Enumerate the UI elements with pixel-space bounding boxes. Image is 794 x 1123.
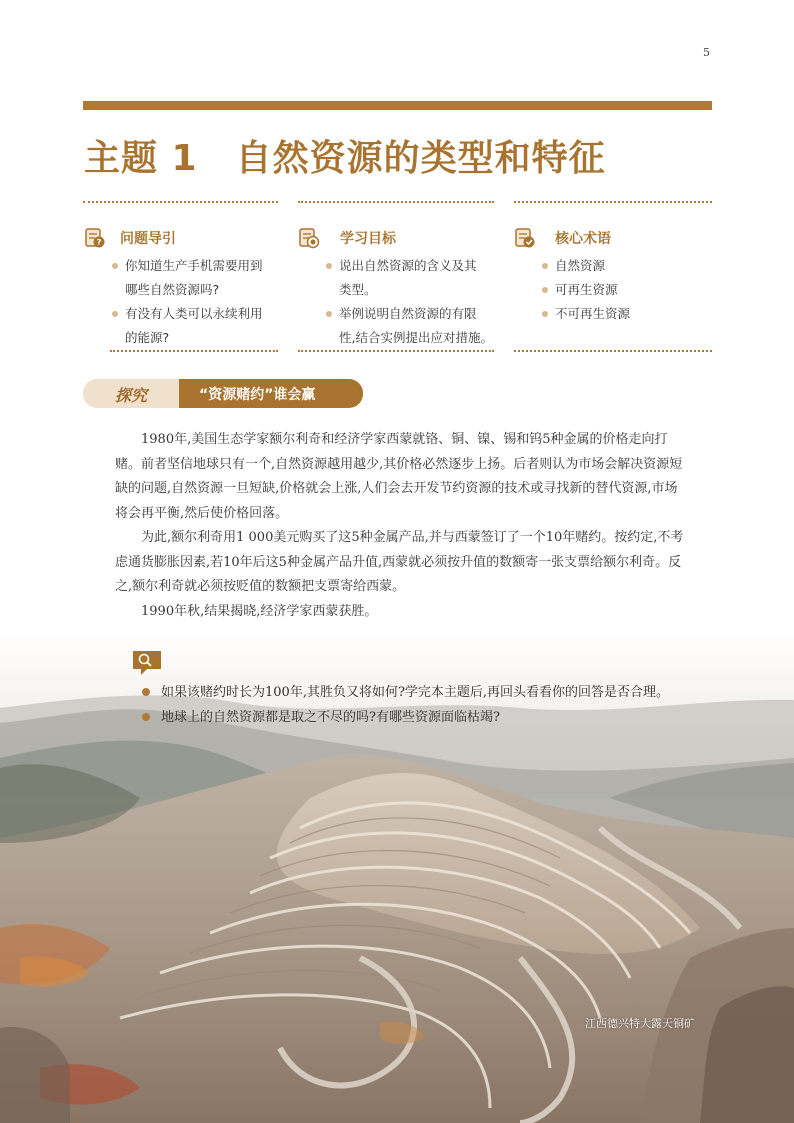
explore-title: “资源赌约”谁会赢 — [199, 387, 316, 403]
story-paragraph: 为此,额尔利奇用1 000美元购买了这5种金属产品,并与西蒙签订了一个10年赌约。按约定,不考虑通货膨胀因素,若10年后这5种金属产品升值,西蒙就必须按升值的数额寄一张支票给额尔利奇。反之,额尔利奇就必须按贬值的数额把支票寄给西蒙。 — [115, 530, 684, 594]
list-item: 你知道生产手机需要用到 哪些自然资源吗? — [110, 254, 280, 302]
column-learning-goal — [298, 224, 498, 350]
page-title — [84, 130, 606, 181]
svg-text:?: ? — [96, 238, 102, 247]
column-key-terms — [514, 224, 712, 326]
photo-caption: 江西德兴特大露天铜矿 — [585, 1017, 695, 1030]
question-item: 如果该赌约时长为100年,其胜负又将如何?学完本主题后,再回头看看你的回答是否合理。 — [115, 680, 695, 705]
page-number: 5 — [703, 46, 710, 59]
column-rule-bottom — [110, 350, 278, 352]
column-rule-top — [83, 201, 278, 203]
question-item: 地球上的自然资源都是取之不尽的吗?有哪些资源面临枯竭? — [115, 705, 695, 730]
story-text — [115, 428, 685, 624]
column-rule-bottom — [514, 350, 712, 352]
topic-number: 主题 1 — [84, 138, 198, 179]
column-question-guide — [84, 224, 280, 350]
list-item: 举例说明自然资源的有限 性,结合实例提出应对措施。 — [324, 302, 498, 350]
list-item: 自然资源 — [540, 254, 712, 278]
column-rule-top — [298, 201, 494, 203]
topic-title: 自然资源的类型和特征 — [235, 138, 606, 179]
story-paragraph: 1980年,美国生态学家额尔利奇和经济学家西蒙就铬、铜、镍、锡和钨5种金属的价格走向打赌。前者坚信地球只有一个,自然资源越用越少,其价格必然逐步上扬。后者则认为市场会解决资源短缺的问题,自然资源一旦短缺,价格就会上涨,人们会去开发节约资源的技术或寻找新的替代资源,市场将会再平衡,然后使价格回落。 — [115, 432, 683, 521]
explore-banner — [83, 379, 363, 408]
explore-tag: 探究 — [83, 379, 193, 408]
title-top-bar — [83, 101, 712, 110]
list-item: 说出自然资源的含义及其 类型。 — [324, 254, 498, 302]
list-item: 有没有人类可以永续利用 的能源? — [110, 302, 280, 350]
column-title: 核心术语 — [555, 231, 611, 247]
think-icon — [130, 648, 164, 678]
column-title: 问题导引 — [120, 231, 176, 247]
story-paragraph: 1990年秋,结果揭晓,经济学家西蒙获胜。 — [141, 603, 378, 619]
column-title: 学习目标 — [340, 231, 396, 247]
column-rule-bottom — [298, 350, 494, 352]
question-guide-icon — [84, 227, 106, 249]
learning-goal-icon — [298, 227, 320, 249]
list-item: 可再生资源 — [540, 278, 712, 302]
list-item: 不可再生资源 — [540, 302, 712, 326]
explore-title-bar — [179, 379, 363, 408]
think-questions — [115, 680, 695, 730]
key-term-icon — [514, 227, 536, 249]
column-rule-top — [514, 201, 712, 203]
